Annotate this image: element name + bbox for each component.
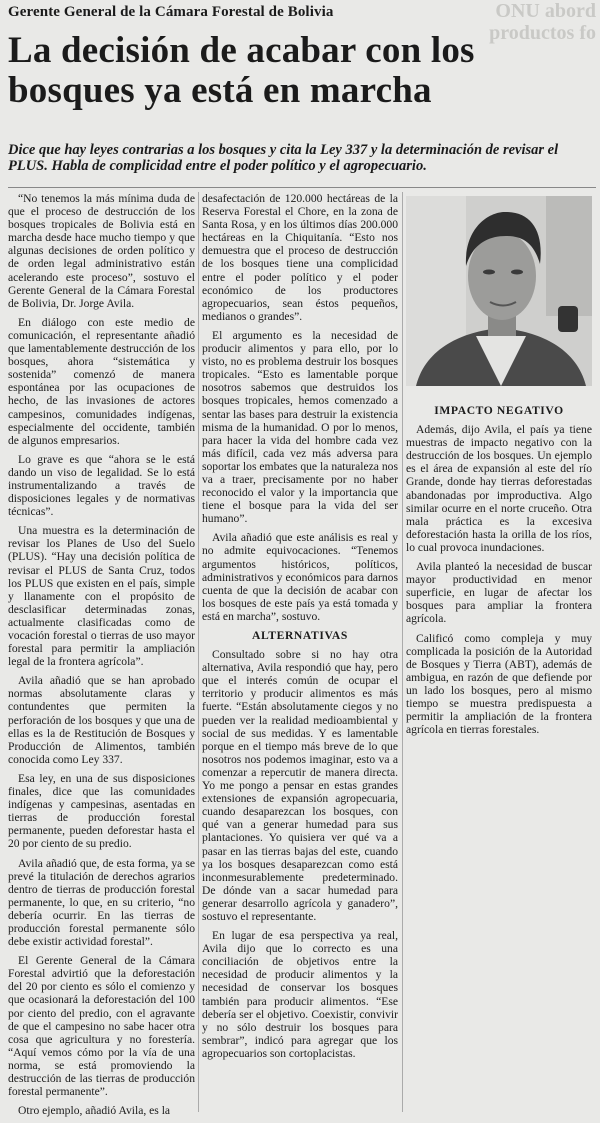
paragraph: “No tenemos la más mínima duda de que el proceso de destrucción de los bosques tropicales de Bolivia está en marcha desde hace mucho tiempo y que algunas decisiones de orden político y de orden legal administrativo están acelerando este proceso”, sostuvo el Gerente General de la Cámara Forestal de Bolivia, Dr. Jorge Avila. [8,192,195,310]
paragraph: desafectación de 120.000 hectáreas de la Reserva Forestal el Chore, en la zona de Santa Rosa, y en los últimos días 200.000 hectáreas en la Chiquitanía. “Esto nos demuestra que el proceso de destrucción de los bosques tiene una complicidad entre el poder político y el poder económico de los productores agropecuarios, sean éstos pequeños, medianos o grandes”. [202,192,398,323]
paragraph: El argumento es la necesidad de producir alimentos y para ello, por lo visto, no es problema destruir los bosques tropicales. “Esto es lamentable porque nosotros sabemos que destruidos los bosques tropicales, hemos comenzado a sentar las bases para destruir la existencia misma de la humanidad. O por lo menos, para hacer la vida del hombre cada vez más difícil, cada vez más adversa para soportar los embates que la naturaleza nos va a traer, precisamente por no haber reconocido el valor y la importancia que tiene el bosque para la vida del ser humano”. [202,328,398,526]
dek: Dice que hay leyes contrarias a los bosques y cita la Ley 337 y la determinación de revisar el PLUS. Habla de complicidad entre el poder político y el agropecuario. [8,142,559,174]
paragraph: Avila planteó la necesidad de buscar mayor productividad en menor superficie, en lugar de afectar los bosques para ampliar la frontera agrícola. [406,560,592,626]
portrait-photo [406,196,592,386]
paragraph: Avila añadió que, de esta forma, ya se prevé la titulación de derechos agrarios dentro de tierras de producción forestal permanente, lo que, en su criterio, “no debería ocurrir. En las tierras de producción forestal permanente sólo debe existir actividad forestal”. [8,856,195,949]
subheading-impacto-negativo: IMPACTO NEGATIVO [434,404,564,417]
kicker: Gerente General de la Cámara Forestal de Bolivia [8,4,334,20]
paragraph: Una muestra es la determinación de revisar los Planes de Uso del Suelo (PLUS). “Hay una decisión política de revisar el PLUS de Santa Cruz, todos los PLUS que existen en el país, simple y llanamente con el propósito de desclasificar determinadas zonas, actualmente clasificadas como de vocación forestal o tierras de uso mayor forestal para permitir la ampliación legal de la frontera agrícola”. [8,524,195,669]
paragraph: El Gerente General de la Cámara Forestal advirtió que la deforestación del 20 por ciento es sólo el comienzo y que ocasionará la deforestación del 100 por ciento del predio, con el agravante de que el campesino no sabe hacer otra cosa que agricultura y no forestería. “Aquí vemos cómo por la vía de una norma, se está promoviendo la destrucción de las tierras de producción forestal permanente”. [8,954,195,1099]
portrait-image [406,196,592,386]
headline: La decisión de acabar con los bosques ya está en marcha [8,30,475,111]
paragraph: Otro ejemplo, añadió Avila, es la [18,1104,171,1118]
paragraph: Lo grave es que “ahora se le está dando un viso de legalidad. Se lo está instrumentalizando a través de disposiciones legales y de normativas técnicas”. [8,452,195,519]
paragraph: Además, dijo Avila, el país ya tiene muestras de impacto negativo con la destrucción de los bosques. Un ejemplo es el área de expansión al este del río Grande, donde hay tierras deforestadas abandonadas por improductiva. Algo similar ocurre en el norte cruceño. Otra mala práctica es la excesiva deforestación hasta la orilla de los ríos, lo cual provoca inundaciones. [406,423,592,554]
adjacent-headline-fragment: ONU abord productos fo [489,0,596,44]
column-1 [8,192,195,1123]
column-divider [402,192,403,1112]
paragraph: En diálogo con este medio de comunicación, el representante añadió que lamentablemente destrucción de los bosques, ahora “sistemática y sostenida” comenzó de manera espontánea por las ocupaciones de hecho, de las invasiones de actores campesinos, comunidades indígenas, especialmente del occidente, también de algunos empresarios. [8,315,195,447]
column-divider [198,192,199,1112]
paragraph: Avila añadió que se han aprobado normas absolutamente claras y contundentes que permiten la perforación de los bosques y que una de ellas es la de Restitución de Bosques y Producción de Alimentos, también conocida como Ley 337. [8,674,195,766]
paragraph: Calificó como compleja y muy complicada la posición de la Autoridad de Bosques y Tierra (ABT), además de ambigua, en razón de que defiende por un lado los bosques, pero al mismo tiempo se muestra predispuesta a permitir la ampliación de la frontera agrícola en tierras forestales. [406,631,592,737]
column-2 [202,192,398,1066]
paragraph: Esa ley, en una de sus disposiciones finales, dice que las comunidades indígenas y campesinas, asentadas en tierras de producción forestal permanente, pueden deforestar hasta el 20 por ciento de su predio. [8,771,195,851]
divider [8,187,596,188]
paragraph: Consultado sobre si no hay otra alternativa, Avila respondió que hay, pero que el interés común de ocupar el territorio y producir alimentos es más fuerte. “Están absolutamente ciegos y no pueden ver la realidad medioambiental y social de sus medidas. Y es lamentable porque en el tiempo más breve de lo que nosotros nos podemos imaginar, esto va a comenzar a repercutir de manera directa. Yo me pongo a pensar en estas grandes extensiones de expansión agropecuaria, cuando desaparezcan los bosques, con qué van a generar humedad para sus plantaciones. Yo quisiera ver qué va a pasar en las tierras bajas del este, cuando ya los bosques desaparezcan como está inconmesurablemente predeterminado. De dónde van a sacar humedad para generar desarrollo agrícola y ganadero”, sostuvo el representante. [202,648,398,923]
column-3 [406,402,592,742]
subheading-alternativas: ALTERNATIVAS [252,629,348,642]
paragraph: En lugar de esa perspectiva ya real, Avila dijo que lo correcto es una conciliación de objetivos entre la necesidad de producir alimentos y la necesidad de conservar los bosques también para producir alimentos. “Ese debería ser el objetivo. Coexistir, convivir y no sólo destruir los bosques para sembrar”, indicó para agregar que los agropecuarios son cortoplacistas. [202,929,398,1060]
paragraph: Avila añadió que este análisis es real y no admite equivocaciones. “Tenemos argumentos históricos, políticos, administrativos y económicos para darnos cuenta de que la decisión de acabar con los bosques de este país ya está tomada y está en marcha”, sostuvo. [202,531,398,623]
